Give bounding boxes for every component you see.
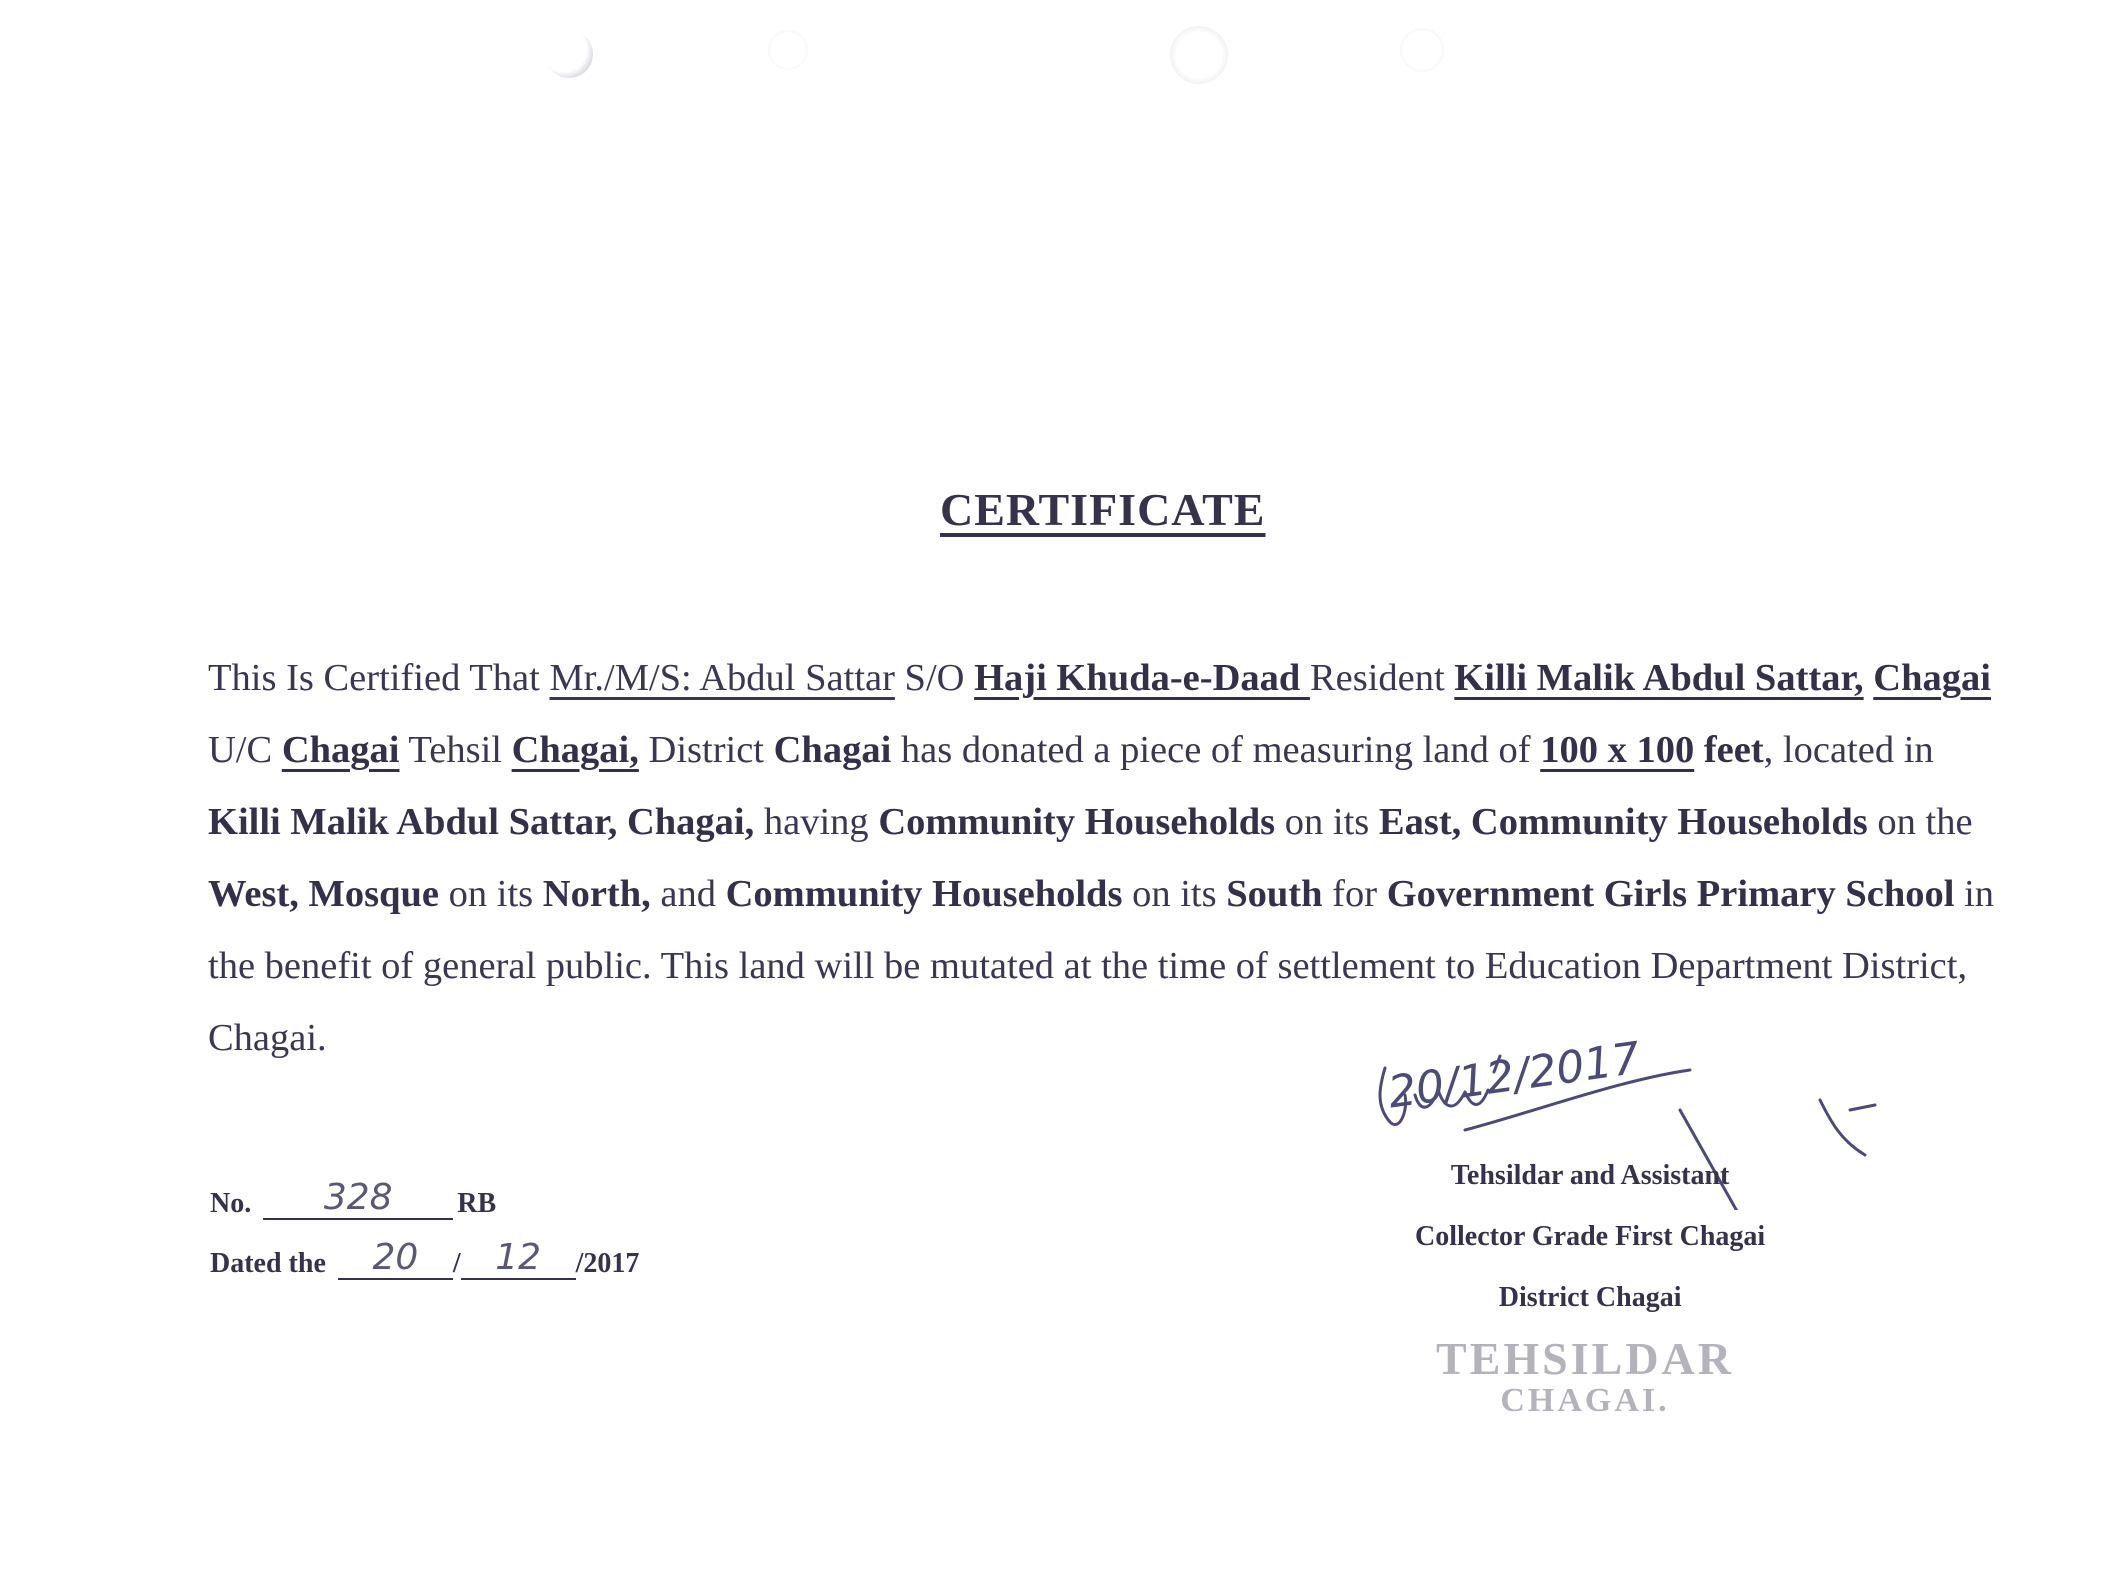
residence: Killi Malik Abdul Sattar, — [1454, 657, 1864, 699]
applicant-name: Mr./M/S: Abdul Sattar — [549, 657, 895, 699]
body-text: having — [754, 801, 879, 843]
number-label: No. — [210, 1188, 252, 1219]
official-stamp — [1430, 1335, 1740, 1419]
reference-date — [210, 1220, 639, 1280]
punch-hole — [1170, 26, 1228, 84]
body-text: Tehsil — [399, 729, 512, 771]
body-text: for — [1322, 873, 1387, 915]
land-size: 100 x 100 — [1540, 729, 1695, 771]
school-name: Government Girls Primary School — [1386, 873, 1955, 915]
district: Chagai — [773, 729, 892, 771]
certificate-title: CERTIFICATE — [940, 484, 1266, 535]
body-text: This Is Certified That — [208, 657, 550, 699]
body-text: Resident — [1309, 657, 1455, 699]
punch-hole — [1400, 28, 1444, 72]
date-separator: / — [452, 1248, 461, 1279]
body-text: and — [650, 873, 726, 915]
body-text: on its — [439, 873, 543, 915]
date-month: 12 — [461, 1238, 576, 1280]
date-day: 20 — [338, 1238, 453, 1280]
boundary-west: East, Community Households — [1378, 801, 1868, 843]
direction-south: South — [1226, 873, 1323, 915]
number-suffix: RB — [457, 1188, 497, 1219]
tehsil: Chagai, — [511, 729, 639, 771]
body-text: has donated a piece of measuring land of — [891, 729, 1541, 771]
number-value: 328 — [263, 1178, 453, 1220]
punch-hole — [545, 30, 593, 78]
boundary-south: Community Households — [725, 873, 1123, 915]
body-text — [1864, 657, 1874, 699]
reference-number — [210, 1160, 639, 1220]
signatory-district: District Chagai — [1498, 1282, 1682, 1313]
punch-hole — [768, 30, 808, 70]
body-text: on its — [1275, 801, 1379, 843]
residence-place: Chagai — [1873, 657, 1991, 699]
signatory-block — [1415, 1156, 1765, 1339]
land-location: Killi Malik Abdul Sattar, Chagai, — [208, 801, 755, 843]
land-unit: feet — [1694, 729, 1764, 771]
signatory-designation: Collector Grade First Chagai — [1415, 1221, 1766, 1252]
certificate-body — [208, 642, 2008, 1074]
body-text: S/O — [894, 657, 975, 699]
stamp-line-1: TEHSILDAR — [1436, 1333, 1734, 1384]
date-label: Dated the — [210, 1248, 326, 1279]
signature-date: 20/12/2017 — [1385, 1032, 1644, 1119]
date-year: /2017 — [575, 1248, 640, 1279]
signatory-title: Tehsildar and Assistant — [1450, 1160, 1730, 1191]
reference-block — [210, 1160, 639, 1280]
body-text: U/C — [208, 729, 282, 771]
stamp-line-2: CHAGAI. — [1500, 1382, 1670, 1419]
father-name: Haji Khuda-e-Daad — [974, 657, 1310, 699]
body-text: District — [638, 729, 774, 771]
body-text: on its — [1122, 873, 1227, 915]
body-text: in the benefit of general public. This land will be mutated at the time of settlement to Education Department District, Chagai. — [208, 873, 1995, 1059]
body-text: on the — [1867, 801, 1973, 843]
body-text: , located in — [1763, 729, 1934, 771]
direction-north: North, — [542, 873, 651, 915]
boundary-north: West, Mosque — [208, 873, 439, 915]
union-council: Chagai — [281, 729, 400, 771]
boundary-east: Community Households — [878, 801, 1276, 843]
